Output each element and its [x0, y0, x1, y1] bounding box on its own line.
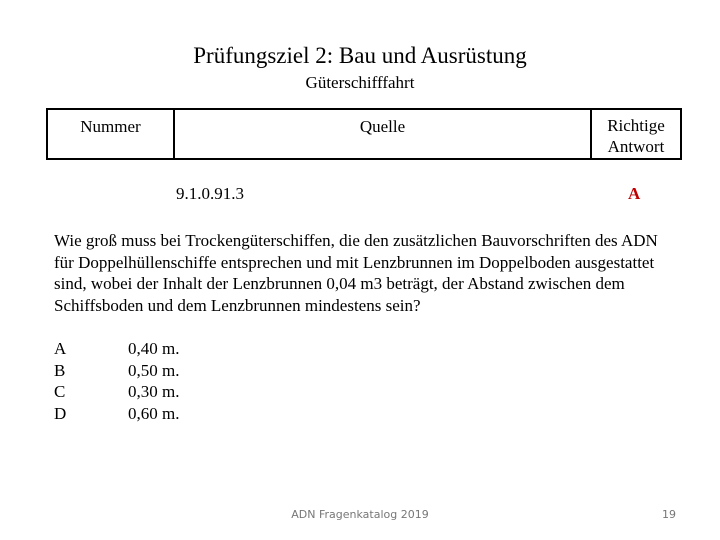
- correct-answer-value: A: [628, 184, 641, 203]
- option-letter: C: [54, 382, 66, 401]
- option-text: 0,50 m.: [128, 360, 180, 380]
- header-answer-line2: Antwort: [607, 137, 665, 156]
- slide-title: Prüfungsziel 2: Bau und Ausrüstung: [193, 43, 527, 68]
- page-number: 19: [662, 508, 676, 521]
- option-letter: A: [54, 339, 67, 358]
- footer-catalog: ADN Fragenkatalog 2019: [291, 508, 429, 521]
- option-letter: D: [54, 403, 67, 423]
- option-text: 0,60 m.: [128, 403, 180, 423]
- option-letter: B: [54, 360, 66, 380]
- source-value: 9.1.0.91.3: [176, 184, 244, 203]
- header-source: Quelle: [359, 117, 406, 136]
- option-text: 0,40 m.: [128, 339, 180, 358]
- header-number: Nummer: [80, 117, 141, 136]
- header-table: [46, 108, 682, 160]
- slide-subtitle: Güterschifffahrt: [305, 73, 415, 92]
- question-text: Wie groß muss bei Trockengüterschiffen, die den zusätzlichen Bauvorschriften des ADN für Doppelhüllenschiffe entsprechen und mit Lenzbrunnen im Doppelboden ausgestattet sind, wobei der Inhalt der Lenzbrunnen 0,04 m3 beträgt, der Abstand zwischen dem Schiffsboden und dem Lenzbrunnen mindestens sein?: [54, 231, 658, 315]
- option-row: [54, 403, 179, 425]
- option-row: [54, 360, 179, 382]
- option-row: [54, 338, 179, 360]
- option-text: 0,30 m.: [128, 382, 180, 401]
- header-answer-line1: Richtige: [607, 116, 665, 135]
- header-correct-answer: [592, 115, 680, 157]
- option-row: [54, 381, 179, 403]
- answer-options: [54, 338, 179, 424]
